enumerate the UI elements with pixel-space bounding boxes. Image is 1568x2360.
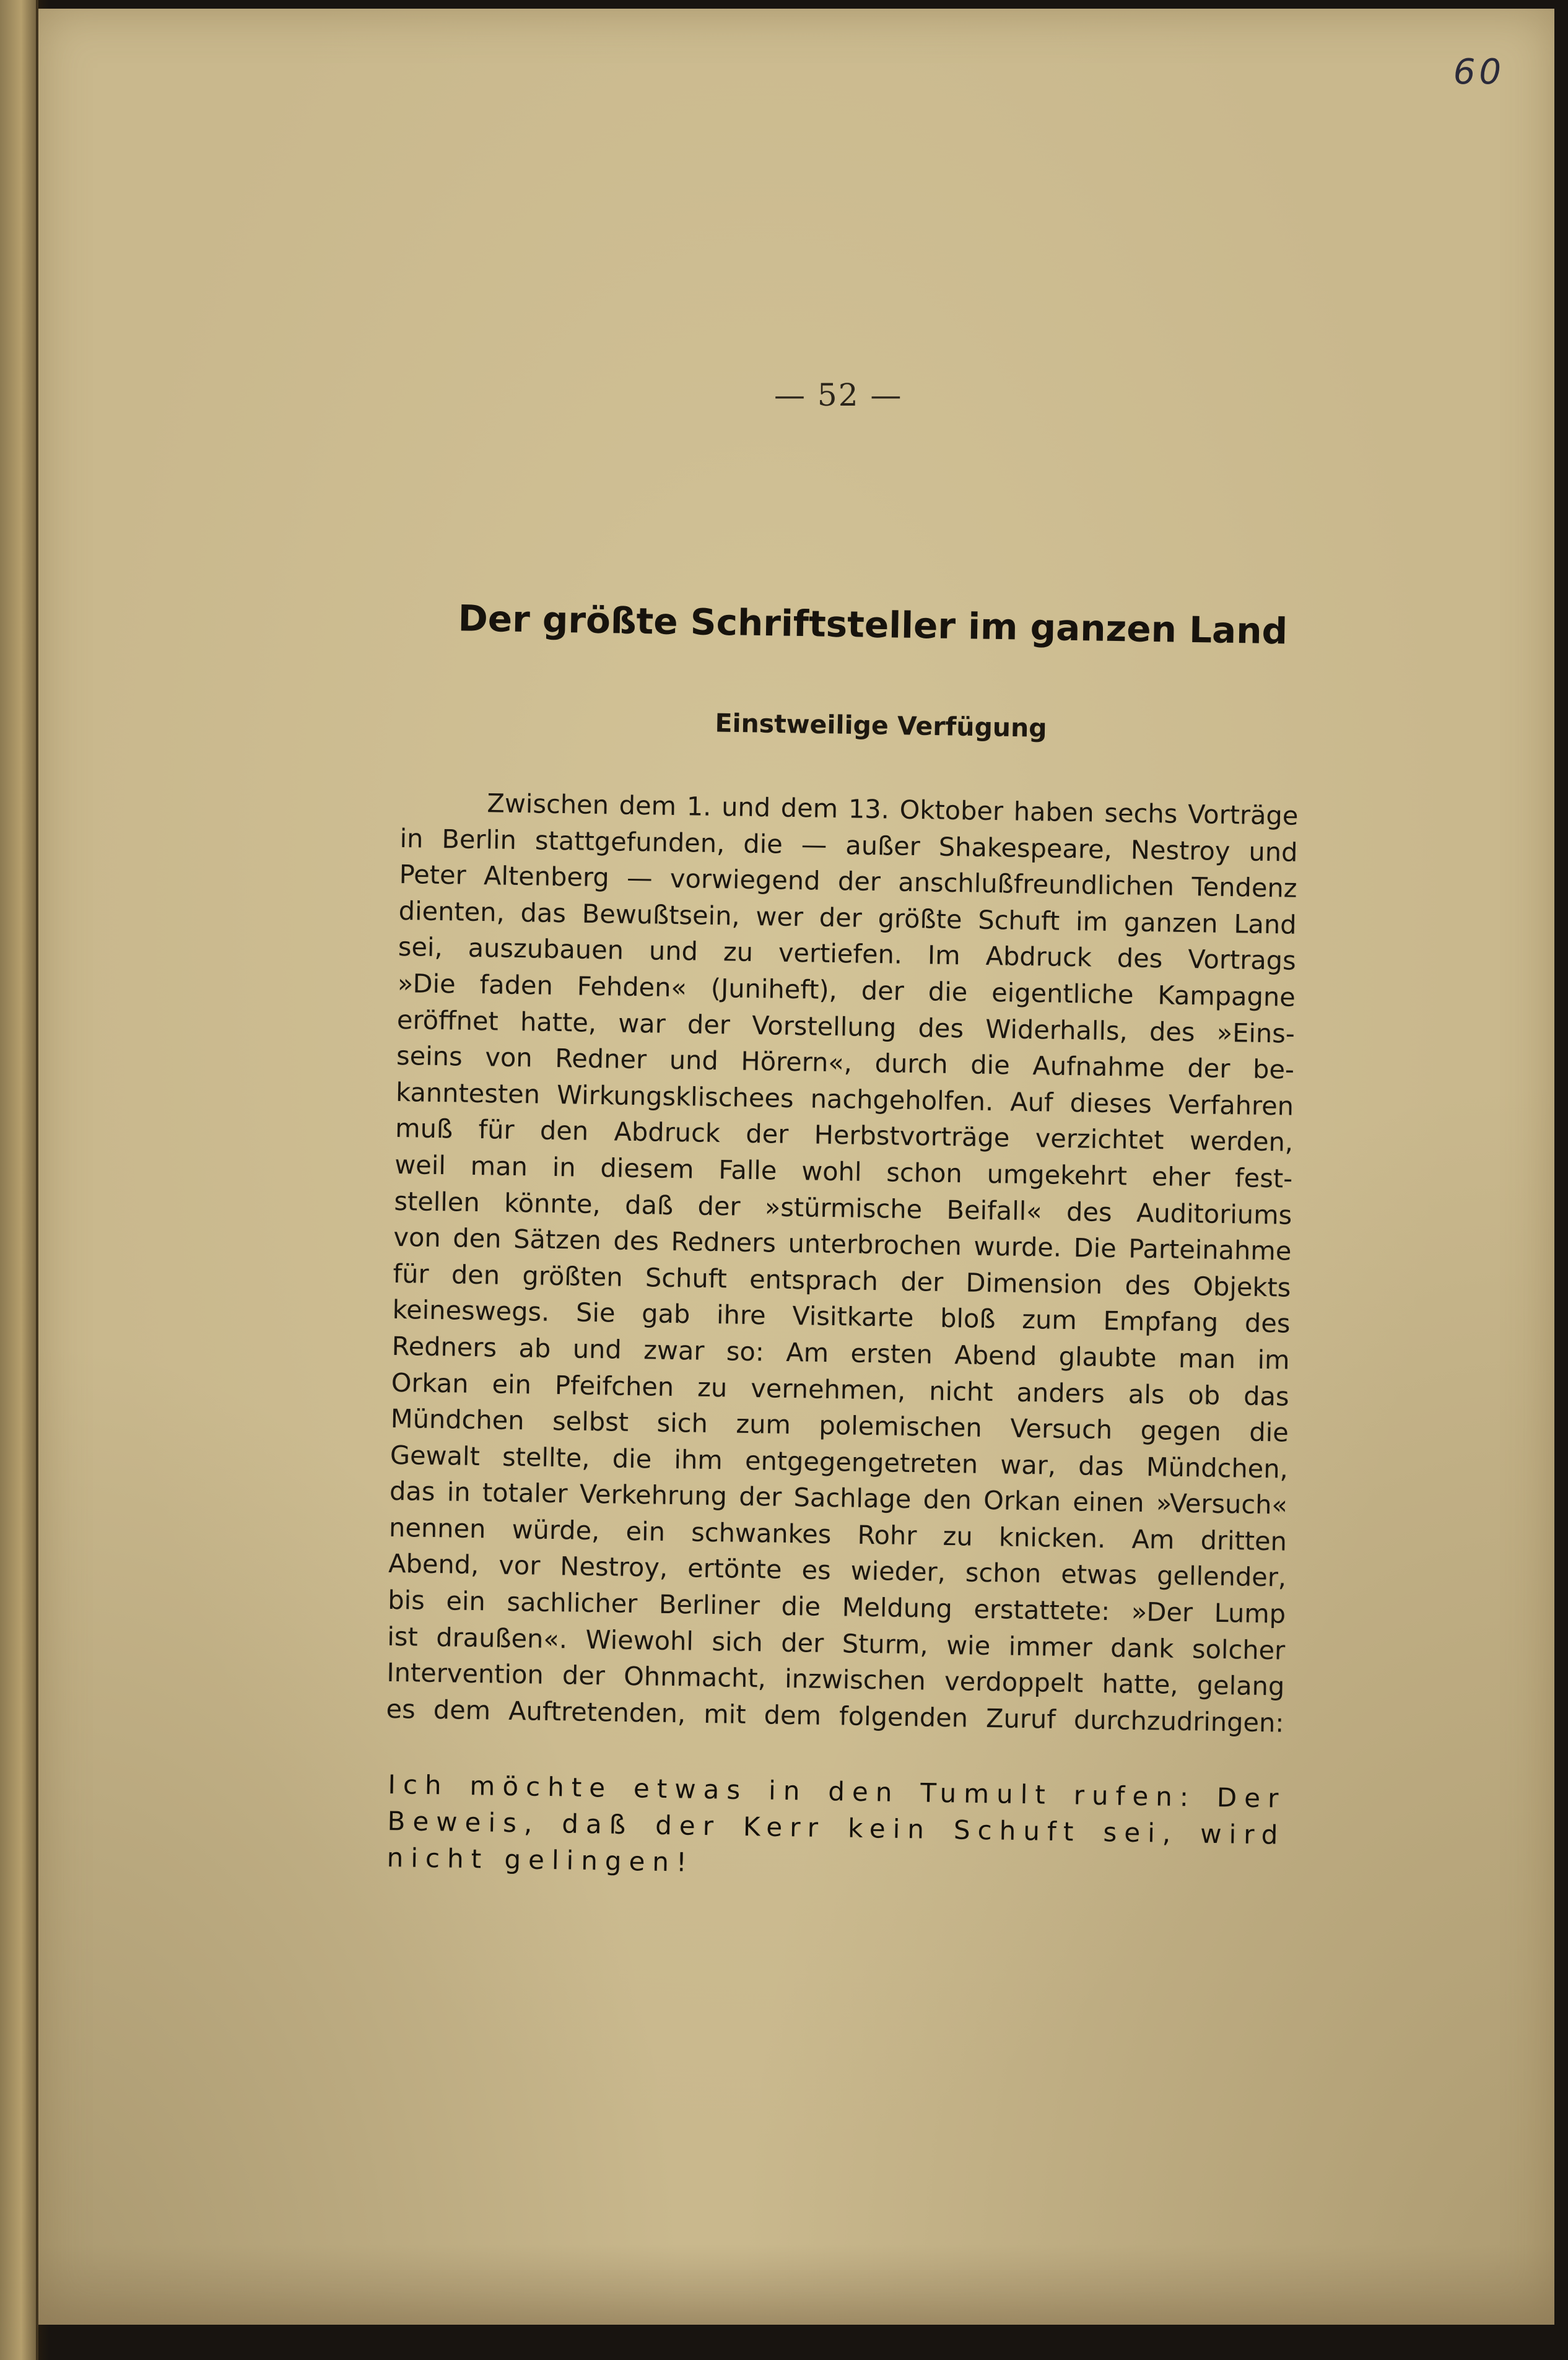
body-line: stellen könnte, daß der »stürmische Beifall« des Auditoriums [394,1185,1292,1230]
body-line: Peter Altenberg — vorwiegend der anschlußfreundlichen Tendenz [399,859,1297,904]
body-line: Zwischen dem 1. und dem 13. Oktober haben sechs Vorträge [487,788,1299,831]
body-line: seins von Redner und Hörern«, durch die Aufnahme der be- [396,1040,1295,1085]
body-line: Intervention der Ohnmacht, inzwischen verdoppelt hatte, gelang [386,1657,1285,1702]
body-line: für den größten Schuft entsprach der Dimension des Objekts [393,1258,1291,1303]
body-line: dienten, das Bewußtsein, wer der größte Schuft im ganzen Land [398,895,1297,940]
quote-line: nicht gelingen! [386,1842,695,1878]
body-line: das in totaler Verkehrung der Sachlage den Orkan einen »Versuch« [389,1476,1288,1520]
page-number: — 52 — [774,377,903,413]
scanned-page [38,9,1554,2325]
body-line: ist draußen«. Wiewohl sich der Sturm, wie immer dank solcher [386,1621,1286,1666]
body-line: muß für den Abdruck der Herbstvorträge verzichtet werden, [394,1113,1294,1158]
article-subtitle: Einstweilige Verfügung [715,708,1048,743]
body-line: »Die faden Fehden« (Juniheft), der die eigentliche Kampagne [397,967,1296,1012]
body-line: Orkan ein Pfeifchen zu vernehmen, nicht anders als ob das [391,1367,1290,1412]
body-line: nennen würde, ein schwankes Rohr zu knicken. Am dritten [388,1512,1287,1557]
body-line: Gewalt stellte, die ihm entgegengetreten war, das Mündchen, [390,1439,1289,1484]
body-line: Redners ab und zwar so: Am ersten Abend glaubte man im [391,1330,1290,1375]
body-line: keineswegs. Sie gab ihre Visitkarte bloß zum Empfang des [392,1294,1291,1339]
page-bottom-edge [38,2244,1554,2325]
body-line: von den Sätzen des Redners unterbrochen wurde. Die Parteinahme [393,1222,1292,1266]
body-line: Abend, vor Nestroy, ertönte es wieder, schon etwas gellender, [388,1548,1287,1593]
article-body [386,784,1299,1741]
body-line: bis ein sachlicher Berliner die Meldung erstattete: »Der Lump [387,1584,1286,1629]
body-line: weil man in diesem Falle wohl schon umgekehrt eher fest- [394,1149,1293,1194]
body-line: es dem Auftretenden, mit dem folgenden Zuruf durchzudringen: [386,1693,1284,1738]
article-title: Der größte Schriftsteller im ganzen Land [458,597,1288,653]
adjacent-page-spine [0,0,38,2360]
quote-line: Ich möchte etwas in den Tumult rufen: Der [388,1769,1286,1814]
quote-line: Beweis, daß der Kerr kein Schuft sei, wird [387,1805,1286,1850]
body-line: Mündchen selbst sich zum polemischen Versuch gegen die [390,1403,1289,1448]
body-line: eröffnet hatte, war der Vorstellung des Widerhalls, des »Eins- [396,1004,1296,1049]
body-line: sei, auszubauen und zu vertiefen. Im Abdruck des Vortrags [398,931,1297,977]
spaced-quote [386,1766,1286,1890]
body-line: kanntesten Wirkungsklischees nachgeholfen. Auf dieses Verfahren [395,1076,1294,1121]
body-line: in Berlin stattgefunden, die — außer Shakespeare, Nestroy und [399,822,1298,868]
handwritten-archive-number: 60 [1453,52,1505,92]
